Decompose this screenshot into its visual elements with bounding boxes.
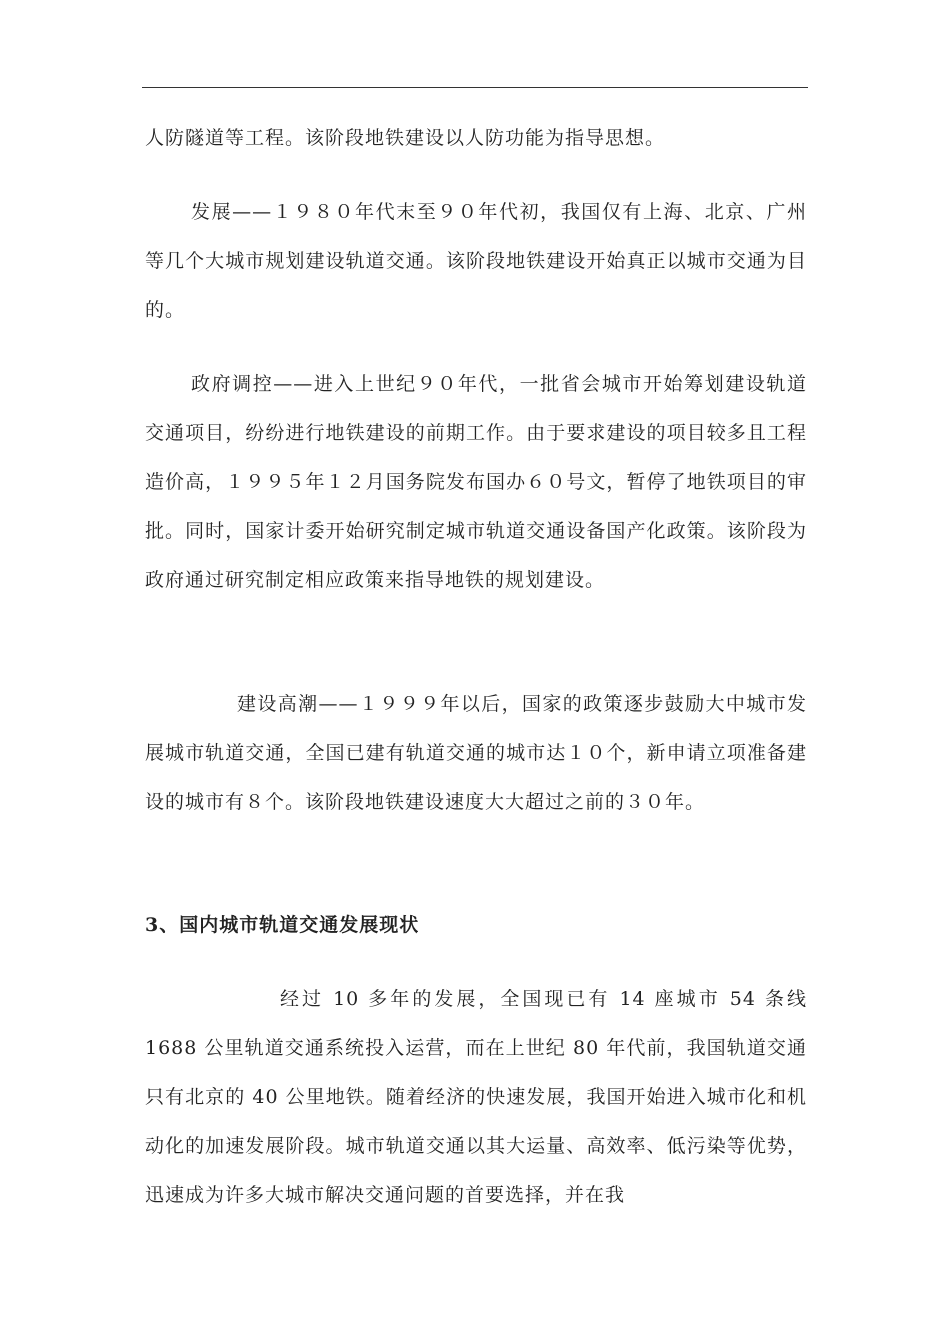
section-heading: 3、国内城市轨道交通发展现状 bbox=[145, 914, 420, 936]
paragraph-current-status: 经过 10 多年的发展，全国现已有 14 座城市 54 条线 1688 公里轨道交通系统投入运营，而在上世纪 80 年代前，我国轨道交通只有北京的 40 公里地铁。随着经济的快速发展，我国开始进入城市化和机动化的加速发展阶段。城市轨道交通以其大运量、高效率、低污染等优势，迅速成为许多大城市解决交通问题的首要选择，并在我 bbox=[145, 988, 807, 1206]
header-rule bbox=[142, 87, 808, 88]
paragraph-construction-boom: 建设高潮——１９９９年以后，国家的政策逐步鼓励大中城市发展城市轨道交通，全国已建有轨道交通的城市达１０个，新申请立项准备建设的城市有８个。该阶段地铁建设速度大大超过之前的３０年。 bbox=[145, 693, 807, 813]
paragraph-government-control: 政府调控——进入上世纪９０年代，一批省会城市开始筹划建设轨道交通项目，纷纷进行地铁建设的前期工作。由于要求建设的项目较多且工程造价高，１９９５年１２月国务院发布国办６０号文，暂停了地铁项目的审批。同时，国家计委开始研究制定城市轨道交通设备国产化政策。该阶段为政府通过研究制定相应政策来指导地铁的规划建设。 bbox=[145, 373, 807, 591]
paragraph-civil-defense: 人防隧道等工程。该阶段地铁建设以人防功能为指导思想。 bbox=[145, 127, 666, 149]
paragraph-development: 发展——１９８０年代末至９０年代初，我国仅有上海、北京、广州等几个大城市规划建设轨道交通。该阶段地铁建设开始真正以城市交通为目的。 bbox=[145, 201, 807, 321]
